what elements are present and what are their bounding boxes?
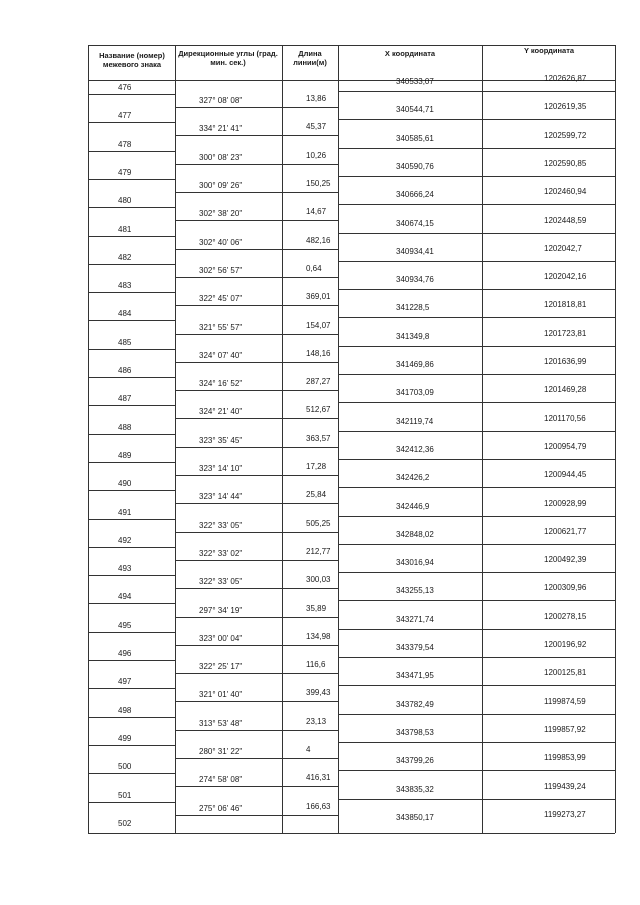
direction-angle: 297° 34' 19" xyxy=(199,605,243,615)
row-divider xyxy=(88,688,175,689)
x-coordinate: 340666,24 xyxy=(396,190,434,200)
line-length: 25,84 xyxy=(306,490,327,500)
direction-angle: 322° 33' 02" xyxy=(199,548,243,558)
row-divider xyxy=(338,261,615,262)
x-coordinate: 340585,61 xyxy=(396,133,434,143)
y-coordinate: 1201469,28 xyxy=(544,385,587,395)
line-length: 505,25 xyxy=(306,518,331,528)
direction-angle: 321° 55' 57" xyxy=(199,322,243,332)
y-coordinate: 1202619,35 xyxy=(544,102,587,112)
x-coordinate: 343255,13 xyxy=(396,586,434,596)
row-divider xyxy=(175,475,338,476)
x-coordinate: 343799,26 xyxy=(396,756,434,766)
x-coordinate: 342119,74 xyxy=(396,416,434,426)
row-divider xyxy=(175,418,338,419)
row-divider xyxy=(175,815,338,816)
row-divider xyxy=(175,220,338,221)
row-divider xyxy=(175,135,338,136)
y-coordinate: 1200954,79 xyxy=(544,441,587,451)
row-divider xyxy=(88,292,175,293)
point-name: 479 xyxy=(118,167,132,177)
direction-angle: 302° 38' 20" xyxy=(199,209,243,219)
row-divider xyxy=(88,122,175,123)
direction-angle: 323° 00' 04" xyxy=(199,633,243,643)
table-border-top xyxy=(88,45,615,46)
direction-angle: 324° 16' 52" xyxy=(199,379,243,389)
row-divider xyxy=(338,459,615,460)
line-length: 45,37 xyxy=(306,122,327,132)
x-coordinate: 343782,49 xyxy=(396,699,434,709)
point-name: 499 xyxy=(118,733,132,743)
header-x-coordinate: X координата xyxy=(384,49,436,58)
line-length: 416,31 xyxy=(306,773,331,783)
row-divider xyxy=(338,233,615,234)
line-length: 116,6 xyxy=(306,660,326,670)
row-divider xyxy=(175,673,338,674)
row-divider xyxy=(88,377,175,378)
header-y-coordinate: Y координата xyxy=(523,46,575,55)
row-divider xyxy=(175,560,338,561)
row-divider xyxy=(338,572,615,573)
direction-angle: 274° 58' 08" xyxy=(199,775,243,785)
line-length: 399,43 xyxy=(306,688,331,698)
line-length: 150,25 xyxy=(306,179,331,189)
x-coordinate: 343379,54 xyxy=(396,643,434,652)
row-divider xyxy=(175,786,338,787)
direction-angle: 302° 56' 57" xyxy=(199,265,243,275)
row-divider xyxy=(88,773,175,774)
direction-angle: 322° 25' 17" xyxy=(199,662,243,672)
row-divider xyxy=(338,317,615,318)
line-length: 369,01 xyxy=(306,292,331,302)
y-coordinate: 1200944,45 xyxy=(544,470,587,480)
header-line-length: Длина линии(м) xyxy=(293,49,327,67)
line-length: 148,16 xyxy=(306,348,331,358)
row-divider xyxy=(88,519,175,520)
point-name: 490 xyxy=(118,479,132,489)
row-divider xyxy=(338,119,615,120)
row-divider xyxy=(338,487,615,488)
row-divider xyxy=(338,374,615,375)
point-name: 502 xyxy=(118,818,132,828)
y-coordinate: 1201818,81 xyxy=(544,300,587,310)
point-name: 480 xyxy=(118,196,132,206)
y-coordinate: 1200196,92 xyxy=(544,640,587,649)
y-coordinate: 1202460,94 xyxy=(544,187,587,197)
line-length: 287,27 xyxy=(306,377,331,387)
direction-angle: 322° 33' 05" xyxy=(199,577,243,587)
y-coordinate: 1200928,99 xyxy=(544,498,587,508)
y-coordinate: 1200309,96 xyxy=(544,583,587,593)
direction-angle: 327° 08' 08" xyxy=(199,96,243,106)
y-coordinate: 1200621,77 xyxy=(544,526,587,536)
row-divider xyxy=(175,277,338,278)
x-coordinate: 343798,53 xyxy=(396,727,434,737)
x-coordinate: 342426,2 xyxy=(396,473,430,483)
row-divider xyxy=(338,714,615,715)
line-length: 482,16 xyxy=(306,235,331,245)
point-name: 495 xyxy=(118,620,132,630)
point-name: 487 xyxy=(118,394,132,404)
row-divider xyxy=(175,730,338,731)
table-column-border xyxy=(338,45,339,833)
y-coordinate: 1202448,59 xyxy=(544,215,587,225)
point-name: 478 xyxy=(118,139,132,149)
row-divider xyxy=(338,431,615,432)
line-length: 300,03 xyxy=(306,575,331,585)
x-coordinate: 343471,95 xyxy=(396,671,434,681)
line-length: 17,28 xyxy=(306,462,327,472)
header-direction-angle: Дирекционные углы (град. мин. сек.) xyxy=(178,49,278,67)
x-coordinate: 342848,02 xyxy=(396,529,434,539)
row-divider xyxy=(88,575,175,576)
row-divider xyxy=(338,799,615,800)
x-coordinate: 341469,86 xyxy=(396,360,434,369)
line-length: 14,67 xyxy=(306,207,327,217)
row-divider xyxy=(338,148,615,149)
x-coordinate: 341349,8 xyxy=(396,331,430,341)
y-coordinate: 1201170,56 xyxy=(544,413,586,423)
direction-angle: 313° 53' 48" xyxy=(199,718,243,728)
table-column-border xyxy=(615,45,616,833)
x-coordinate: 340934,76 xyxy=(396,275,434,285)
row-divider xyxy=(338,346,615,347)
direction-angle: 300° 08' 23" xyxy=(199,152,243,162)
x-coordinate: 343016,94 xyxy=(396,558,434,568)
point-name: 500 xyxy=(118,762,132,772)
point-name: 489 xyxy=(118,450,132,460)
point-name: 476 xyxy=(118,83,132,92)
direction-angle: 280° 31' 22" xyxy=(199,747,243,757)
row-divider xyxy=(175,164,338,165)
row-divider xyxy=(88,490,175,491)
direction-angle: 334° 21' 41" xyxy=(199,124,243,134)
table-header-divider xyxy=(88,80,615,81)
direction-angle: 300° 09' 26" xyxy=(199,181,243,191)
row-divider xyxy=(88,179,175,180)
point-name: 493 xyxy=(118,564,132,574)
row-divider xyxy=(88,434,175,435)
point-name: 492 xyxy=(118,535,132,545)
direction-angle: 322° 33' 05" xyxy=(199,520,243,530)
point-name: 491 xyxy=(118,507,132,517)
point-name: 481 xyxy=(118,224,132,234)
y-coordinate: 1200125,81 xyxy=(544,668,587,678)
x-coordinate: 341228,5 xyxy=(396,303,430,313)
x-coordinate: 342412,36 xyxy=(396,444,434,454)
x-coordinate: 341703,09 xyxy=(396,388,434,398)
line-length: 212,77 xyxy=(306,546,331,556)
row-divider xyxy=(338,516,615,517)
point-name: 496 xyxy=(118,649,132,658)
row-divider xyxy=(175,334,338,335)
y-coordinate: 1199874,59 xyxy=(544,696,586,706)
x-coordinate: 340934,41 xyxy=(396,246,434,256)
row-divider xyxy=(88,745,175,746)
row-divider xyxy=(175,645,338,646)
y-coordinate: 1202599,72 xyxy=(544,130,587,140)
row-divider xyxy=(175,617,338,618)
point-name: 484 xyxy=(118,309,132,319)
x-coordinate: 343835,32 xyxy=(396,784,434,794)
row-divider xyxy=(88,349,175,350)
direction-angle: 323° 14' 44" xyxy=(199,492,243,502)
row-divider xyxy=(175,447,338,448)
row-divider xyxy=(88,405,175,406)
row-divider xyxy=(338,657,615,658)
row-divider xyxy=(175,192,338,193)
row-divider xyxy=(338,742,615,743)
row-divider xyxy=(88,320,175,321)
row-divider xyxy=(88,660,175,661)
y-coordinate: 1201723,81 xyxy=(544,328,587,338)
y-coordinate: 1199853,99 xyxy=(544,753,586,763)
y-coordinate: 1200278,15 xyxy=(544,611,587,621)
row-divider xyxy=(338,629,615,630)
point-name: 497 xyxy=(118,677,132,687)
x-coordinate: 343850,17 xyxy=(396,812,434,822)
table-column-border xyxy=(482,45,483,833)
y-coordinate: 1199273,27 xyxy=(544,809,586,819)
row-divider xyxy=(175,362,338,363)
point-name: 494 xyxy=(118,592,132,602)
row-divider xyxy=(175,758,338,759)
row-divider xyxy=(175,701,338,702)
line-length: 154,07 xyxy=(306,320,331,330)
point-name: 477 xyxy=(118,111,132,121)
line-length: 4 xyxy=(306,745,311,755)
row-divider xyxy=(338,402,615,403)
direction-angle: 324° 21' 40" xyxy=(199,407,243,417)
row-divider xyxy=(88,462,175,463)
row-divider xyxy=(175,503,338,504)
row-divider xyxy=(88,717,175,718)
row-divider xyxy=(338,289,615,290)
row-divider xyxy=(88,94,175,95)
point-name: 501 xyxy=(118,790,132,800)
x-coordinate: 340533,07 xyxy=(396,77,434,86)
row-divider xyxy=(175,249,338,250)
direction-angle: 321° 01' 40" xyxy=(199,690,243,700)
y-coordinate: 1200492,39 xyxy=(544,555,587,565)
row-divider xyxy=(175,532,338,533)
point-name: 482 xyxy=(118,252,132,262)
direction-angle: 322° 45' 07" xyxy=(199,294,243,304)
line-length: 13,86 xyxy=(306,94,327,104)
point-name: 486 xyxy=(118,366,132,375)
line-length: 10,26 xyxy=(306,150,327,160)
point-name: 498 xyxy=(118,705,132,715)
x-coordinate: 342446,9 xyxy=(396,501,430,511)
line-length: 363,57 xyxy=(306,433,331,443)
point-name: 485 xyxy=(118,337,132,347)
row-divider xyxy=(88,151,175,152)
direction-angle: 323° 14' 10" xyxy=(199,464,243,474)
point-name: 488 xyxy=(118,422,132,432)
row-divider xyxy=(338,544,615,545)
header-point-name: Название (номер) межевого знака xyxy=(99,51,165,69)
y-coordinate: 1202590,85 xyxy=(544,158,587,168)
y-coordinate: 1201636,99 xyxy=(544,357,587,366)
x-coordinate: 340590,76 xyxy=(396,161,434,171)
row-divider xyxy=(88,802,175,803)
table-column-border xyxy=(88,45,89,833)
direction-angle: 302° 40' 06" xyxy=(199,237,243,247)
row-divider xyxy=(338,176,615,177)
row-divider xyxy=(88,264,175,265)
y-coordinate: 1202626,87 xyxy=(544,74,587,83)
x-coordinate: 343271,74 xyxy=(396,614,434,624)
direction-angle: 324° 07' 40" xyxy=(199,350,243,360)
row-divider xyxy=(338,685,615,686)
row-divider xyxy=(338,600,615,601)
line-length: 23,13 xyxy=(306,716,327,726)
row-divider xyxy=(88,632,175,633)
row-divider xyxy=(338,770,615,771)
row-divider xyxy=(88,236,175,237)
line-length: 166,63 xyxy=(306,801,331,811)
x-coordinate: 340544,71 xyxy=(396,105,434,115)
row-divider xyxy=(338,91,615,92)
row-divider xyxy=(338,204,615,205)
line-length: 512,67 xyxy=(306,405,331,415)
row-divider xyxy=(88,207,175,208)
line-length: 35,89 xyxy=(306,603,327,613)
row-divider xyxy=(175,390,338,391)
direction-angle: 275° 06' 46" xyxy=(199,803,243,813)
y-coordinate: 1199439,24 xyxy=(544,781,586,791)
row-divider xyxy=(175,305,338,306)
y-coordinate: 1202042,16 xyxy=(544,272,587,282)
x-coordinate: 340674,15 xyxy=(396,218,434,228)
row-divider xyxy=(175,107,338,108)
row-divider xyxy=(88,547,175,548)
y-coordinate: 1202042,7 xyxy=(544,243,582,253)
table-border-bottom xyxy=(88,833,615,834)
line-length: 0,64 xyxy=(306,263,322,273)
y-coordinate: 1199857,92 xyxy=(544,724,586,734)
row-divider xyxy=(88,603,175,604)
row-divider xyxy=(175,588,338,589)
point-name: 483 xyxy=(118,281,132,291)
line-length: 134,98 xyxy=(306,631,331,641)
direction-angle: 323° 35' 45" xyxy=(199,435,243,445)
